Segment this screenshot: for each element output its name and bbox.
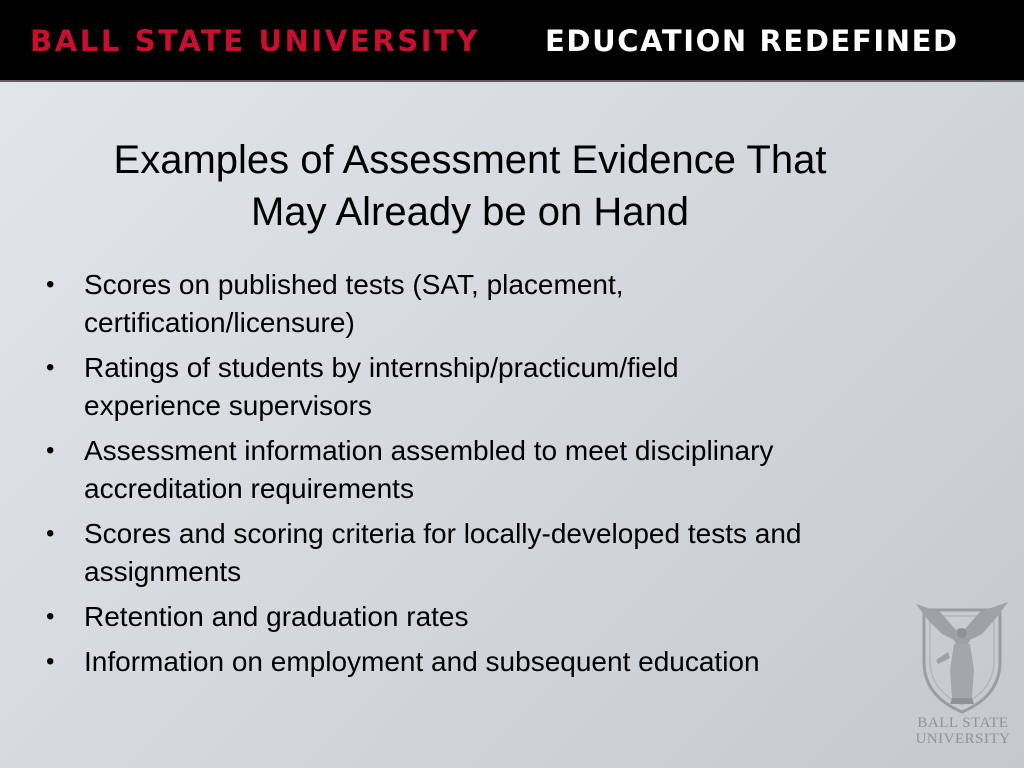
bullet-item: [40, 598, 920, 636]
slide-title-line: May Already be on Hand: [250, 190, 690, 234]
tagline-wordmark: EDUCATION REDEFINED: [545, 24, 959, 58]
bullet-list: [40, 266, 920, 688]
bullet-marker: •: [46, 437, 55, 464]
logo-text-line: BALL STATE: [917, 715, 1009, 731]
slide-title-line: Examples of Assessment Evidence That: [113, 138, 827, 182]
bullet-marker: •: [46, 603, 55, 630]
bullet-text-line: experience supervisors: [84, 390, 372, 421]
logo-wordmark: [910, 715, 1016, 747]
bullet-text-line: Ratings of students by internship/practicum/field: [84, 352, 679, 383]
bullet-text-line: Information on employment and subsequent education: [84, 646, 760, 677]
bullet-marker: •: [46, 354, 55, 381]
beneficence-statue-shield-icon: [908, 600, 1016, 715]
bullet-marker: •: [46, 520, 55, 547]
header-bar: [0, 0, 1024, 82]
logo-text-line: UNIVERSITY: [915, 731, 1011, 747]
bullet-text-line: certification/licensure): [84, 307, 355, 338]
bullet-text-line: Retention and graduation rates: [84, 601, 469, 632]
bullet-item: [40, 432, 920, 508]
bullet-item: [40, 266, 920, 342]
bullet-item: [40, 643, 920, 681]
bullet-marker: •: [46, 271, 55, 298]
bullet-text-line: Assessment information assembled to meet disciplinary: [84, 435, 774, 466]
bullet-text-line: assignments: [84, 556, 242, 587]
bullet-marker: •: [46, 648, 55, 675]
bullet-text-line: Scores on published tests (SAT, placement,: [84, 269, 624, 300]
bullet-text-line: Scores and scoring criteria for locally-developed tests and: [84, 518, 802, 549]
bullet-item: [40, 349, 920, 425]
bullet-item: [40, 515, 920, 591]
slide-title: [40, 134, 900, 238]
university-wordmark: BALL STATE UNIVERSITY: [30, 24, 481, 58]
university-logo: [908, 600, 1016, 760]
bullet-text-line: accreditation requirements: [84, 473, 414, 504]
